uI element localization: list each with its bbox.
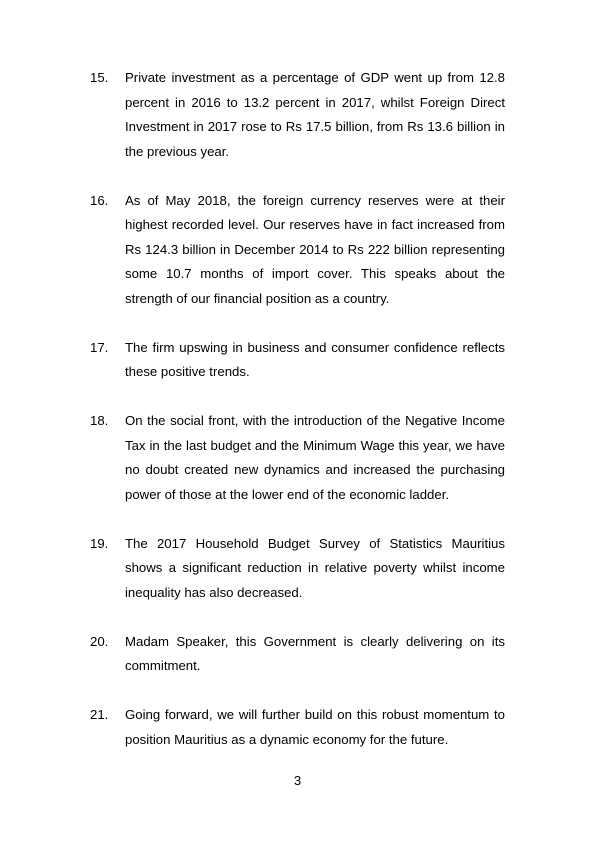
paragraph-text: On the social front, with the introduction of the Negative Income Tax in the last budget and the Minimum Wage this year, we have no doubt created new dynamics and increased the purchasing power of those at the lower end of the economic ladder. xyxy=(125,413,505,502)
paragraph-number: 18. xyxy=(90,413,109,428)
paragraph-20 xyxy=(90,630,505,679)
paragraph-number: 21. xyxy=(90,707,109,722)
paragraph-number: 20. xyxy=(90,633,109,649)
paragraph-19 xyxy=(90,532,505,606)
paragraph-number: 16. xyxy=(90,192,109,208)
paragraph-text: Private investment as a percentage of GDP went up from 12.8 percent in 2016 to 13.2 percent in 2017, whilst Foreign Direct Investment in 2017 rose to Rs 17.5 billion, from Rs 13.6 billion in the previous year. xyxy=(125,70,505,159)
page-number: 3 xyxy=(293,773,302,788)
paragraph-text: As of May 2018, the foreign currency reserves were at their highest recorded level. Our reserves have in fact increased from Rs 124.3 billion in December 2014 to Rs 222 billion representing some 10.7 months of import cover. This speaks about the strength of our financial position as a country. xyxy=(125,192,505,306)
paragraph-number: 17. xyxy=(90,339,109,355)
paragraph-17 xyxy=(90,336,505,385)
paragraph-text: Madam Speaker, this Government is clearly delivering on its commitment. xyxy=(125,633,505,673)
paragraph-number: 19. xyxy=(90,535,109,551)
paragraph-text: Going forward, we will further build on this robust momentum to position Mauritius as a dynamic economy for the future. xyxy=(125,707,505,747)
paragraph-18 xyxy=(90,409,505,507)
paragraph-text: The firm upswing in business and consumer confidence reflects these positive trends. xyxy=(125,339,505,379)
paragraph-number: 15. xyxy=(90,70,109,85)
paragraph-text: The 2017 Household Budget Survey of Statistics Mauritius shows a significant reduction in relative poverty whilst income inequality has also decreased. xyxy=(125,535,505,600)
numbered-paragraphs xyxy=(90,66,505,777)
paragraph-21 xyxy=(90,703,505,752)
paragraph-16 xyxy=(90,189,505,312)
paragraph-15 xyxy=(90,66,505,164)
